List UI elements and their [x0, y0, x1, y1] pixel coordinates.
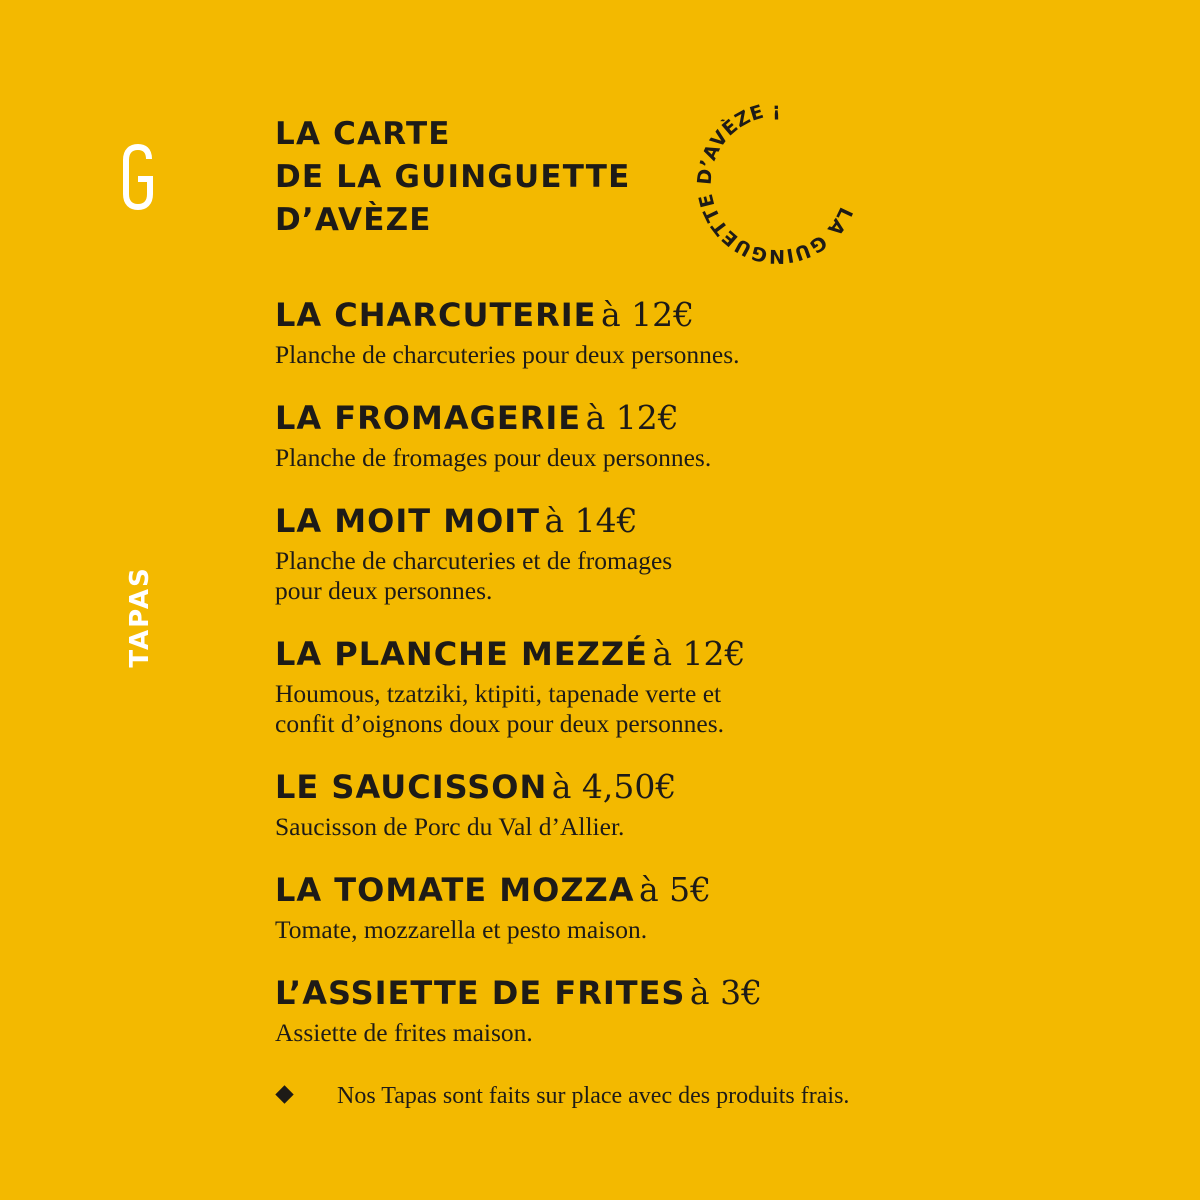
item-name: LA PLANCHE MEZZÉ: [275, 635, 648, 673]
item-description: Saucisson de Porc du Val d’Allier.: [275, 812, 625, 841]
item-name: LA MOIT MOIT: [275, 502, 540, 540]
item-name: LE SAUCISSON: [275, 768, 548, 806]
title-line: LA CARTE: [275, 116, 451, 152]
item-name: LA TOMATE MOZZA: [275, 871, 635, 909]
item-name: LA FROMAGERIE: [275, 399, 582, 437]
item-name: L’ASSIETTE DE FRITES: [275, 974, 686, 1012]
item-price: à 14€: [544, 501, 638, 540]
svg-text:LA GUINGUETTE D’AVÈZE ¡: [693, 98, 863, 268]
title-line: D’AVÈZE: [275, 202, 432, 238]
menu-item: [275, 632, 975, 739]
menu-item: [275, 396, 975, 473]
diamond-bullet-icon: [275, 1085, 293, 1103]
menu-item: [275, 293, 975, 370]
title-line: DE LA GUINGUETTE: [275, 159, 631, 195]
footnote-text: Nos Tapas sont faits sur place avec des produits frais.: [337, 1083, 850, 1109]
section-label: TAPAS: [125, 566, 155, 668]
letter-g-logo-icon: [116, 142, 160, 212]
item-price: à 12€: [600, 295, 695, 334]
menu-item: [275, 868, 975, 945]
item-description: Planche de charcuteries pour deux personnes.: [275, 340, 740, 369]
item-price: à 12€: [585, 398, 679, 437]
menu-item: [275, 765, 975, 842]
item-description: Houmous, tzatziki, ktipiti, tapenade verte et confit d’oignons doux pour deux personnes.: [275, 679, 725, 738]
circular-stamp-logo: [693, 98, 863, 268]
stamp-text: LA GUINGUETTE D’AVÈZE ¡: [693, 98, 857, 268]
page-title: [275, 113, 631, 242]
menu-list: [275, 293, 975, 1074]
menu-item: [275, 971, 975, 1048]
menu-item: [275, 499, 975, 606]
item-description: Planche de fromages pour deux personnes.: [275, 443, 712, 472]
item-price: à 4,50€: [551, 767, 677, 806]
item-description: Tomate, mozzarella et pesto maison.: [275, 915, 648, 944]
item-price: à 5€: [638, 870, 712, 909]
item-price: à 3€: [689, 973, 763, 1012]
footnote: [274, 1080, 849, 1112]
item-price: à 12€: [652, 634, 746, 673]
item-description: Planche de charcuteries et de fromages pour deux personnes.: [275, 546, 673, 605]
item-name: LA CHARCUTERIE: [275, 296, 597, 334]
item-description: Assiette de frites maison.: [275, 1018, 533, 1047]
